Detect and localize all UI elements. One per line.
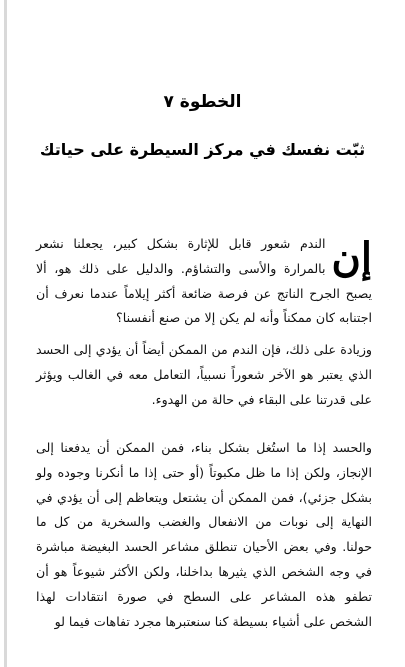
- step-title: الخطوة ٧: [163, 92, 242, 112]
- chapter-title: ثبّت نفسك في مركز السيطرة على حياتك: [39, 140, 366, 159]
- paragraph-1-text: الندم شعور قابل للإثارة بشكل كبير، يجعلنا نشعر بالمرارة والأسى والتشاؤم. والدليل على ذلك هو، ألا يصبح الجرح الناتج عن فرصة ضائعة أكثر إيلاماً عندما نعرف أن اجتنابه كان ممكناً وأنه لم يكن إلا من صنع أنفسنا؟: [36, 236, 372, 326]
- dropcap: إن: [331, 234, 372, 281]
- paragraph-3: والحسد إذا ما استُغل بشكل بناء، فمن الممكن أن يدفعنا إلى الإنجاز، ولكن إذا ما ظل مكبوتاً (أو حتى إذا ما أنكرنا وجوده ولو بشكل جزئي)، فمن الممكن أن يشتعل ويتعاظم إلى أن يؤدي في النهاية إلى نوبات من الانفعال والغضب والسخرية من كل ما حولنا. وفي بعض الأحيان تنطلق مشاعر الحسد البغيضة مباشرة في وجه الشخص الذي يثيرها بداخلنا، ولكن الأكثر شيوعاً هو أن تطفو هذه المشاعر على السطح في صورة انتقادات لهذا الشخص على أشياء بسيطة كنا سنعتبرها مجرد تفاهات فيما لو: [36, 440, 372, 629]
- paragraph-1: [36, 232, 372, 331]
- paragraph-2: وزيادة على ذلك، فإن الندم من الممكن أيضاً أن يؤدي إلى الحسد الذي يعتبر هو الآخر شعوراً نسبياً، التعامل معه في الغالب ويؤثر على قدرتنا على البقاء في حالة من الهدوء.: [36, 342, 372, 407]
